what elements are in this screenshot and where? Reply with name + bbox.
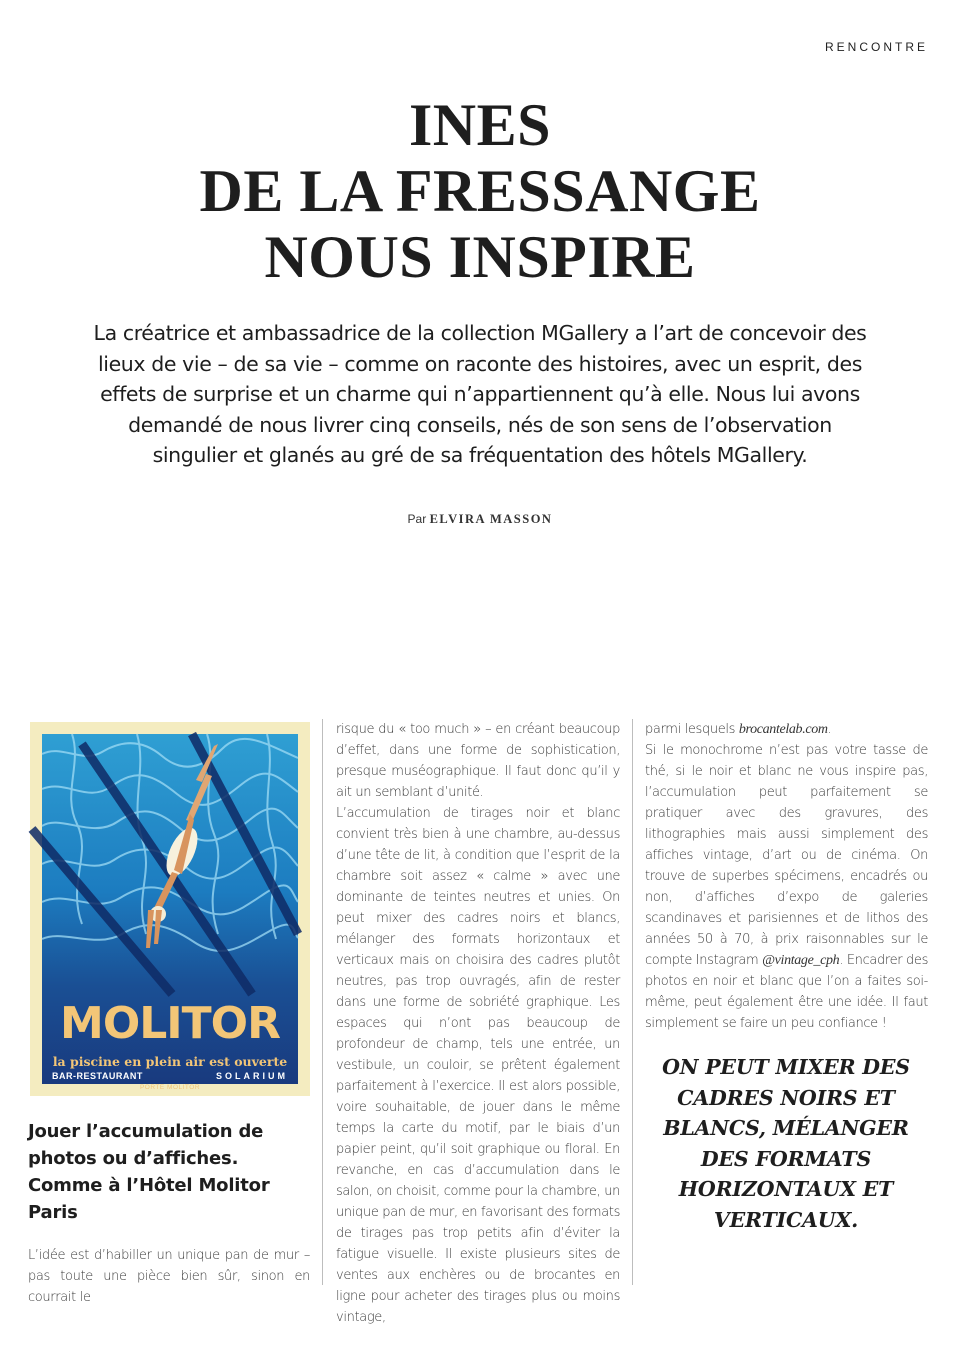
poster-title: MOLITOR [60, 998, 280, 1049]
website-reference: brocantelab.com [738, 722, 828, 737]
text-run: parmi lesquels [645, 722, 736, 737]
poster-subtitle: la piscine en plein air est ouverte [52, 1054, 288, 1069]
column-divider [322, 719, 323, 1285]
section-label: RENCONTRE [824, 40, 928, 54]
body-paragraph [645, 719, 928, 740]
headline [0, 92, 960, 290]
text-run: Si le monochrome n’est pas votre tasse de thé, si le noir et blanc ne vous inspire pas, l’accumulation peut parfaitement se pratiquer avec des gravures, des lithographies mais aussi simplement des affiches vintage, d’art ou de cinéma. On trouve de superbes spécimens, encadrés ou non, d’affiches d’expo de galeries scandinaves et parisiennes et de lithos des années 50 à 70, à prix raisonnables sur le compte Instagram [645, 743, 928, 968]
body-column-2 [336, 719, 620, 1328]
column-divider [632, 719, 633, 1285]
instagram-handle: @vintage_cph [762, 953, 840, 968]
poster-bar-left: BAR-RESTAURANT [52, 1071, 143, 1081]
pull-quote: ON PEUT MIXER DES CADRES NOIRS ET BLANCS, MÉLANGER DES FORMATS HORIZONTAUX ET VERTICAUX. [662, 1055, 910, 1232]
body-paragraph: risque du « too much » – en créant beaucoup d’effet, dans une forme de sophistication, presque muséographique. Il faut donc qu’il y ait un semblant d’unité. [336, 722, 620, 800]
poster-bar-line [52, 1071, 288, 1081]
poster-bar-right: SOLARIUM [216, 1071, 288, 1081]
body-column-1: L’idée est d’habiller un unique pan de mur – pas toute une pièce bien sûr, sinon en courrait le [28, 1248, 310, 1305]
poster-artwork [42, 734, 298, 1091]
headline-line-1: INES [408, 92, 552, 158]
headline-line-2: DE LA FRESSANGE [199, 158, 761, 224]
headline-line-3: NOUS INSPIRE [264, 224, 696, 290]
byline-prefix: Par [407, 512, 427, 526]
body-column-3 [645, 719, 928, 1034]
byline [0, 512, 960, 527]
body-paragraph [645, 740, 928, 1034]
poster-porte: PORTE MOLITOR [139, 1084, 201, 1091]
text-run: . [827, 722, 832, 737]
image-caption: Jouer l’accumulation de photos ou d’affiches. Comme à l’Hôtel Molitor Paris [28, 1121, 270, 1223]
molitor-poster [30, 722, 310, 1096]
body-paragraph: L’accumulation de tirages noir et blanc convient très bien à une chambre, au-dessus d’une tête de lit, à condition que l’esprit de la chambre soit assez « calme » avec une dominante de teintes neutres et unies. On peut mixer des cadres noirs et blancs, mélanger des formats horizontaux et verticaux mais on choisira des cadres plutôt neutres, pas trop ouvragés, afin de rester dans une forme de sobriété graphique. Les espaces qui n’ont pas beaucoup de profondeur de champ, tels une entrée, un vestibule, un couloir, se prêtent également parfaitement à l’exercice. Il est alors possible, voire souhaitable, de jouer dans le même temps la carte du motif, par le biais d’un papier peint, qu’il soit graphique ou floral. En revanche, en cas d’accumulation dans le salon, on choisit, comme pour la chambre, un unique pan de mur, en favorisant des formats de tirages pas trop petits afin d’éviter la fatigue visuelle. Il existe plusieurs sites de ventes aux enchères ou de brocantes en ligne pour acheter des tirages plus ou moins vintage, [336, 806, 620, 1325]
text-run: . Encadrer des photos en noir et blanc que l’on a faites soi-même, peut également être une idée. Il faut simplement se faire un peu confiance ! [645, 953, 928, 1031]
intro-paragraph: La créatrice et ambassadrice de la collection MGallery a l’art de concevoir des lieux de vie – de sa vie – comme on raconte des histoires, avec un esprit, des effets de surprise et un charme qui n’appartiennent qu’à elle. Nous lui avons demandé de nous livrer cinq conseils, nés de son sens de l’observation singulier et glanés au gré de sa fréquentation des hôtels MGallery. [93, 321, 867, 467]
byline-author: ELVIRA MASSON [429, 512, 553, 526]
